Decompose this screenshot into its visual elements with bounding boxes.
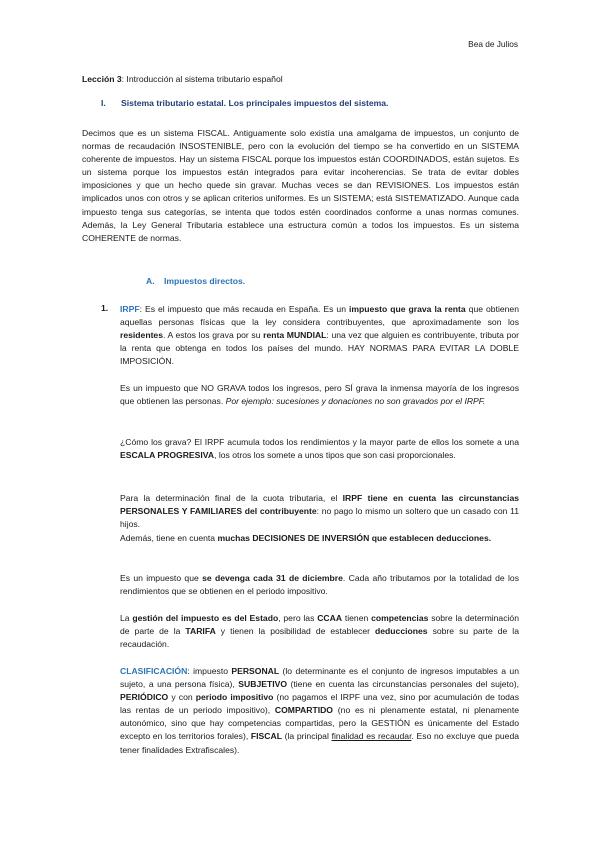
text-run: . A estos los grava por su xyxy=(163,330,264,341)
text-run: Es un impuesto que xyxy=(120,573,203,583)
text-run: : no pago lo mismo un soltero que un casado con 11 hijos. xyxy=(120,506,519,530)
bold-run: impuesto que grava la renta xyxy=(349,304,466,314)
irpf-investment-paragraph xyxy=(120,532,519,545)
text-run: (tiene en cuenta las circunstancias personales del sujeto), xyxy=(287,679,519,690)
text-run: La xyxy=(120,613,133,623)
irpf-circumstances-paragraph xyxy=(120,492,519,531)
text-run: que obtienen aquellas personas físicas que la ley considera contribuyentes, que xyxy=(120,304,519,328)
term-clasificacion: CLASIFICACIÓN xyxy=(120,666,188,676)
bold-run: periodo impositivo xyxy=(195,692,274,703)
text-run: Además, tiene en cuenta xyxy=(120,533,218,543)
bold-run: PERIÓDICO xyxy=(120,692,169,703)
text-run: (la principal xyxy=(281,731,332,742)
subsection-title: Impuestos directos. xyxy=(164,276,246,286)
bold-run: PERSONAL xyxy=(231,666,280,676)
text-run: sobre la determinación de parte de la xyxy=(120,613,519,637)
text-run: sobre su parte de la recaudación. xyxy=(120,626,519,650)
bold-run: ESCALA PROGRESIVA xyxy=(120,450,215,461)
irpf-scale-paragraph xyxy=(120,436,519,462)
lesson-title xyxy=(82,74,283,84)
section-heading xyxy=(101,98,388,108)
text-run: . Eso no excluye que pueda tener finalidades Extrafiscales). xyxy=(120,731,520,755)
bold-run: TARIFA xyxy=(185,626,216,637)
term-irpf: IRPF xyxy=(120,304,140,314)
bold-run: CCAA xyxy=(317,613,343,623)
text-run: Para la determinación final de la cuota tributaria, el xyxy=(120,493,343,503)
text-run: aproximadamente son los xyxy=(412,317,520,328)
intro-paragraph: Decimos que es un sistema FISCAL. Antiguamente solo existía una amalgama de impuestos, un conjunto de normas de recaudación INSOSTENIBLE, pero con la evolución del tiempo se ha convertido en un SISTEMA coherente de impuestos. Hay un sistema FISCAL porque los impuestos están COORDINADOS, están sujetos. Es un sistema porque los impuestos están integrados para evitar incoherencias. Se trata de evitar dobles imposiciones y que un hecho quede sin gravar. Muchas veces se dan REVISIONES. Los impuestos están implicados unos con otros y se aplican criterios uniformes. Es un SISTEMA; está SISTEMATIZADO. Aunque cada impuesto tenga sus categorías, se intenta que todos estén coordinados conforme a unas normas comunes. Además, la Ley General Tributaria establece una estructura común a todos los impuestos. Es un sistema COHERENTE de normas. xyxy=(82,128,519,243)
text-run: : impuesto xyxy=(187,666,232,676)
section-numeral: I. xyxy=(101,98,106,108)
lesson-title-text: : Introducción al sistema tributario español xyxy=(121,74,283,84)
list-number: 1. xyxy=(101,303,109,313)
bold-run: residentes xyxy=(120,330,163,341)
underlined-run: finalidad es recaudar xyxy=(331,731,412,742)
text-run: : Es el impuesto que más recauda en España. Es un xyxy=(139,304,350,314)
subsection-heading xyxy=(146,276,245,286)
lesson-prefix: Lección 3 xyxy=(82,74,122,84)
bold-run: COMPARTIDO xyxy=(274,705,333,716)
bold-run: competencias xyxy=(371,613,429,623)
section-title: Sistema tributario estatal. Los principales impuestos del sistema. xyxy=(121,98,389,108)
irpf-management-paragraph xyxy=(120,612,519,651)
bold-run: FISCAL xyxy=(250,731,282,742)
bold-run: muchas DECISIONES DE INVERSIÓN que establecen deducciones. xyxy=(217,533,492,543)
text-run: (no pagamos el IRPF una vez, sino por acumulación de todas las rentas de un periodo impositivo), xyxy=(120,692,519,716)
italic-example: Por ejemplo: sucesiones y donaciones no son gravados por el IRPF. xyxy=(225,396,486,407)
page-header-author: Bea de Julios xyxy=(468,39,518,49)
bold-run: gestión del impuesto es del Estado xyxy=(132,613,279,623)
irpf-scope-paragraph xyxy=(120,382,519,408)
subsection-letter: A. xyxy=(146,276,155,286)
text-run: y tienen la posibilidad de establecer xyxy=(215,626,376,637)
bold-run: SUBJETIVO xyxy=(238,679,288,690)
text-run: (no es ni plenamente estatal, ni plenamente autonómico, sino que hay competencias compartidas, pero la GESTIÓN es únicamente del Estado excepto en los territorios forales), xyxy=(120,705,519,742)
text-run: . Cada año tributamos por la totalidad de los rendimientos que se obtienen en el periodo impositivo. xyxy=(120,573,520,597)
irpf-classification-paragraph xyxy=(120,665,519,757)
text-run: (lo determinante es el conjunto de ingresos imputables a un sujeto, a una persona física), xyxy=(120,666,519,690)
text-run: : una vez que alguien es contribuyente, tributa por la renta que obtenga en todos los países del mundo. HAY NORMAS PARA EVITAR LA DOBLE IMPOSICIÓN. xyxy=(120,330,520,367)
text-run: ¿Cómo los grava? El IRPF acumula todos los rendimientos y la mayor parte de ellos los somete a una xyxy=(120,437,519,447)
bold-run: se devenga cada 31 de diciembre xyxy=(202,573,343,583)
irpf-definition-paragraph xyxy=(120,303,519,368)
text-run: tienen xyxy=(342,613,372,623)
irpf-accrual-paragraph xyxy=(120,572,519,598)
bold-run: IRPF tiene en cuenta las circunstancias PERSONALES Y FAMILIARES del contribuyente xyxy=(120,493,519,517)
text-run: , pero las xyxy=(278,613,318,623)
bold-run: renta MUNDIAL xyxy=(263,330,327,341)
bold-run: deducciones xyxy=(375,626,428,637)
text-run: , los otros los somete a unos tipos que son casi proporcionales. xyxy=(214,450,456,461)
text-run: Es un impuesto que NO GRAVA todos los ingresos, pero SÍ grava la inmensa mayoría de los ingresos que obtienen las personas. xyxy=(120,383,519,407)
text-run: y con xyxy=(168,692,196,703)
